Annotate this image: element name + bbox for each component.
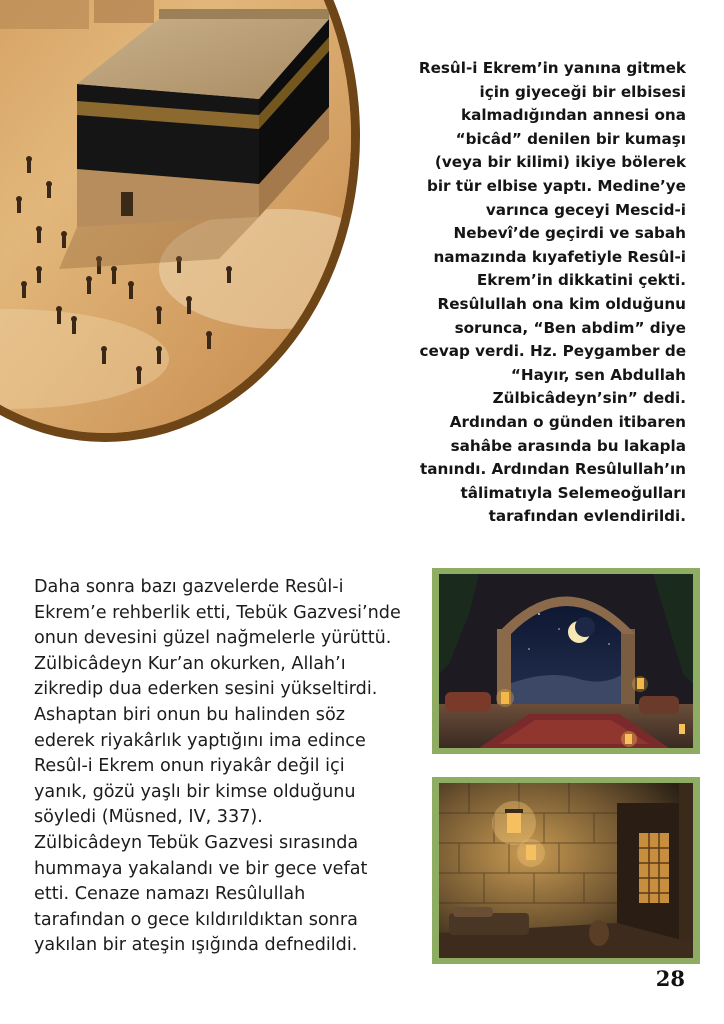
text-line: sorunca, “Ben abdim” diye <box>454 318 686 337</box>
text-line: Zülbicâdeyn’sin” dedi. <box>492 389 686 408</box>
text-line: sahâbe arasında bu lakapla <box>450 436 686 455</box>
text-line: zikredip dua ederken sesini yükseltirdi. <box>34 679 378 700</box>
text-line: Daha sonra bazı gazvelerde Resûl-i <box>34 577 344 597</box>
text-line: kalmadığından annesi ona <box>460 106 686 125</box>
night-desert-arch-illustration <box>432 568 700 754</box>
text-line: Zülbicâdeyn Kur’an okurken, Allah’ı <box>34 653 346 674</box>
text-line: cevap verdi. Hz. Peygamber de <box>419 342 686 361</box>
kaaba-illustration <box>0 0 360 442</box>
text-line: onun devesini güzel nağmelerle yürüttü. <box>34 628 392 649</box>
page-number: 28 <box>655 966 685 991</box>
intro-paragraph <box>398 57 686 529</box>
text-line: söyledi (Müsned, IV, 337). <box>34 807 263 828</box>
text-line: yanık, gözü yaşlı bir kimse olduğunu <box>34 781 356 802</box>
text-line: Resûl-i Ekrem’in yanına gitmek <box>418 59 686 77</box>
text-line: Ashaptan biri onun bu halinden söz <box>34 704 345 725</box>
text-line: “Hayır, sen Abdullah <box>510 365 686 384</box>
text-line: hummaya yakalandı ve bir gece vefat <box>34 858 368 879</box>
text-line: ederek riyakârlık yaptığını ima edince <box>34 730 366 751</box>
stone-room-lantern-illustration <box>432 777 700 964</box>
text-line: için giyeceği bir elbisesi <box>479 82 686 101</box>
text-line: Ekrem’in dikkatini çekti. <box>476 271 686 290</box>
text-line: bir tür elbise yaptı. Medine’ye <box>426 176 686 195</box>
text-line: tarafından o gece kıldırıldıktan sonra <box>34 909 358 930</box>
text-line: (veya bir kilimi) ikiye bölerek <box>434 153 686 172</box>
text-line: namazında kıyafetiyle Resûl-i <box>433 247 686 266</box>
text-line: tanındı. Ardından Resûlullah’ın <box>420 460 686 479</box>
text-line: Resûl-i Ekrem onun riyakâr değil içi <box>34 756 345 777</box>
text-line: “bicâd” denilen bir kumaşı <box>455 129 686 148</box>
text-line: tarafından evlendirildi. <box>488 507 686 526</box>
text-line: Zülbicâdeyn Tebük Gazvesi sırasında <box>34 832 359 853</box>
body-paragraph <box>34 575 414 959</box>
text-line: tâlimatıyla Selemeoğulları <box>460 483 686 502</box>
text-line: varınca geceyi Mescid-i <box>485 200 686 219</box>
text-line: etti. Cenaze namazı Resûlullah <box>34 884 306 905</box>
text-line: Nebevî’de geçirdi ve sabah <box>453 224 686 243</box>
text-line: Ekrem’e rehberlik etti, Tebük Gazvesi’nde <box>34 602 401 623</box>
text-line: yakılan bir ateşin ışığında defnedildi. <box>34 935 358 956</box>
text-line: Ardından o günden itibaren <box>449 412 686 431</box>
text-line: Resûlullah ona kim olduğunu <box>437 294 686 313</box>
